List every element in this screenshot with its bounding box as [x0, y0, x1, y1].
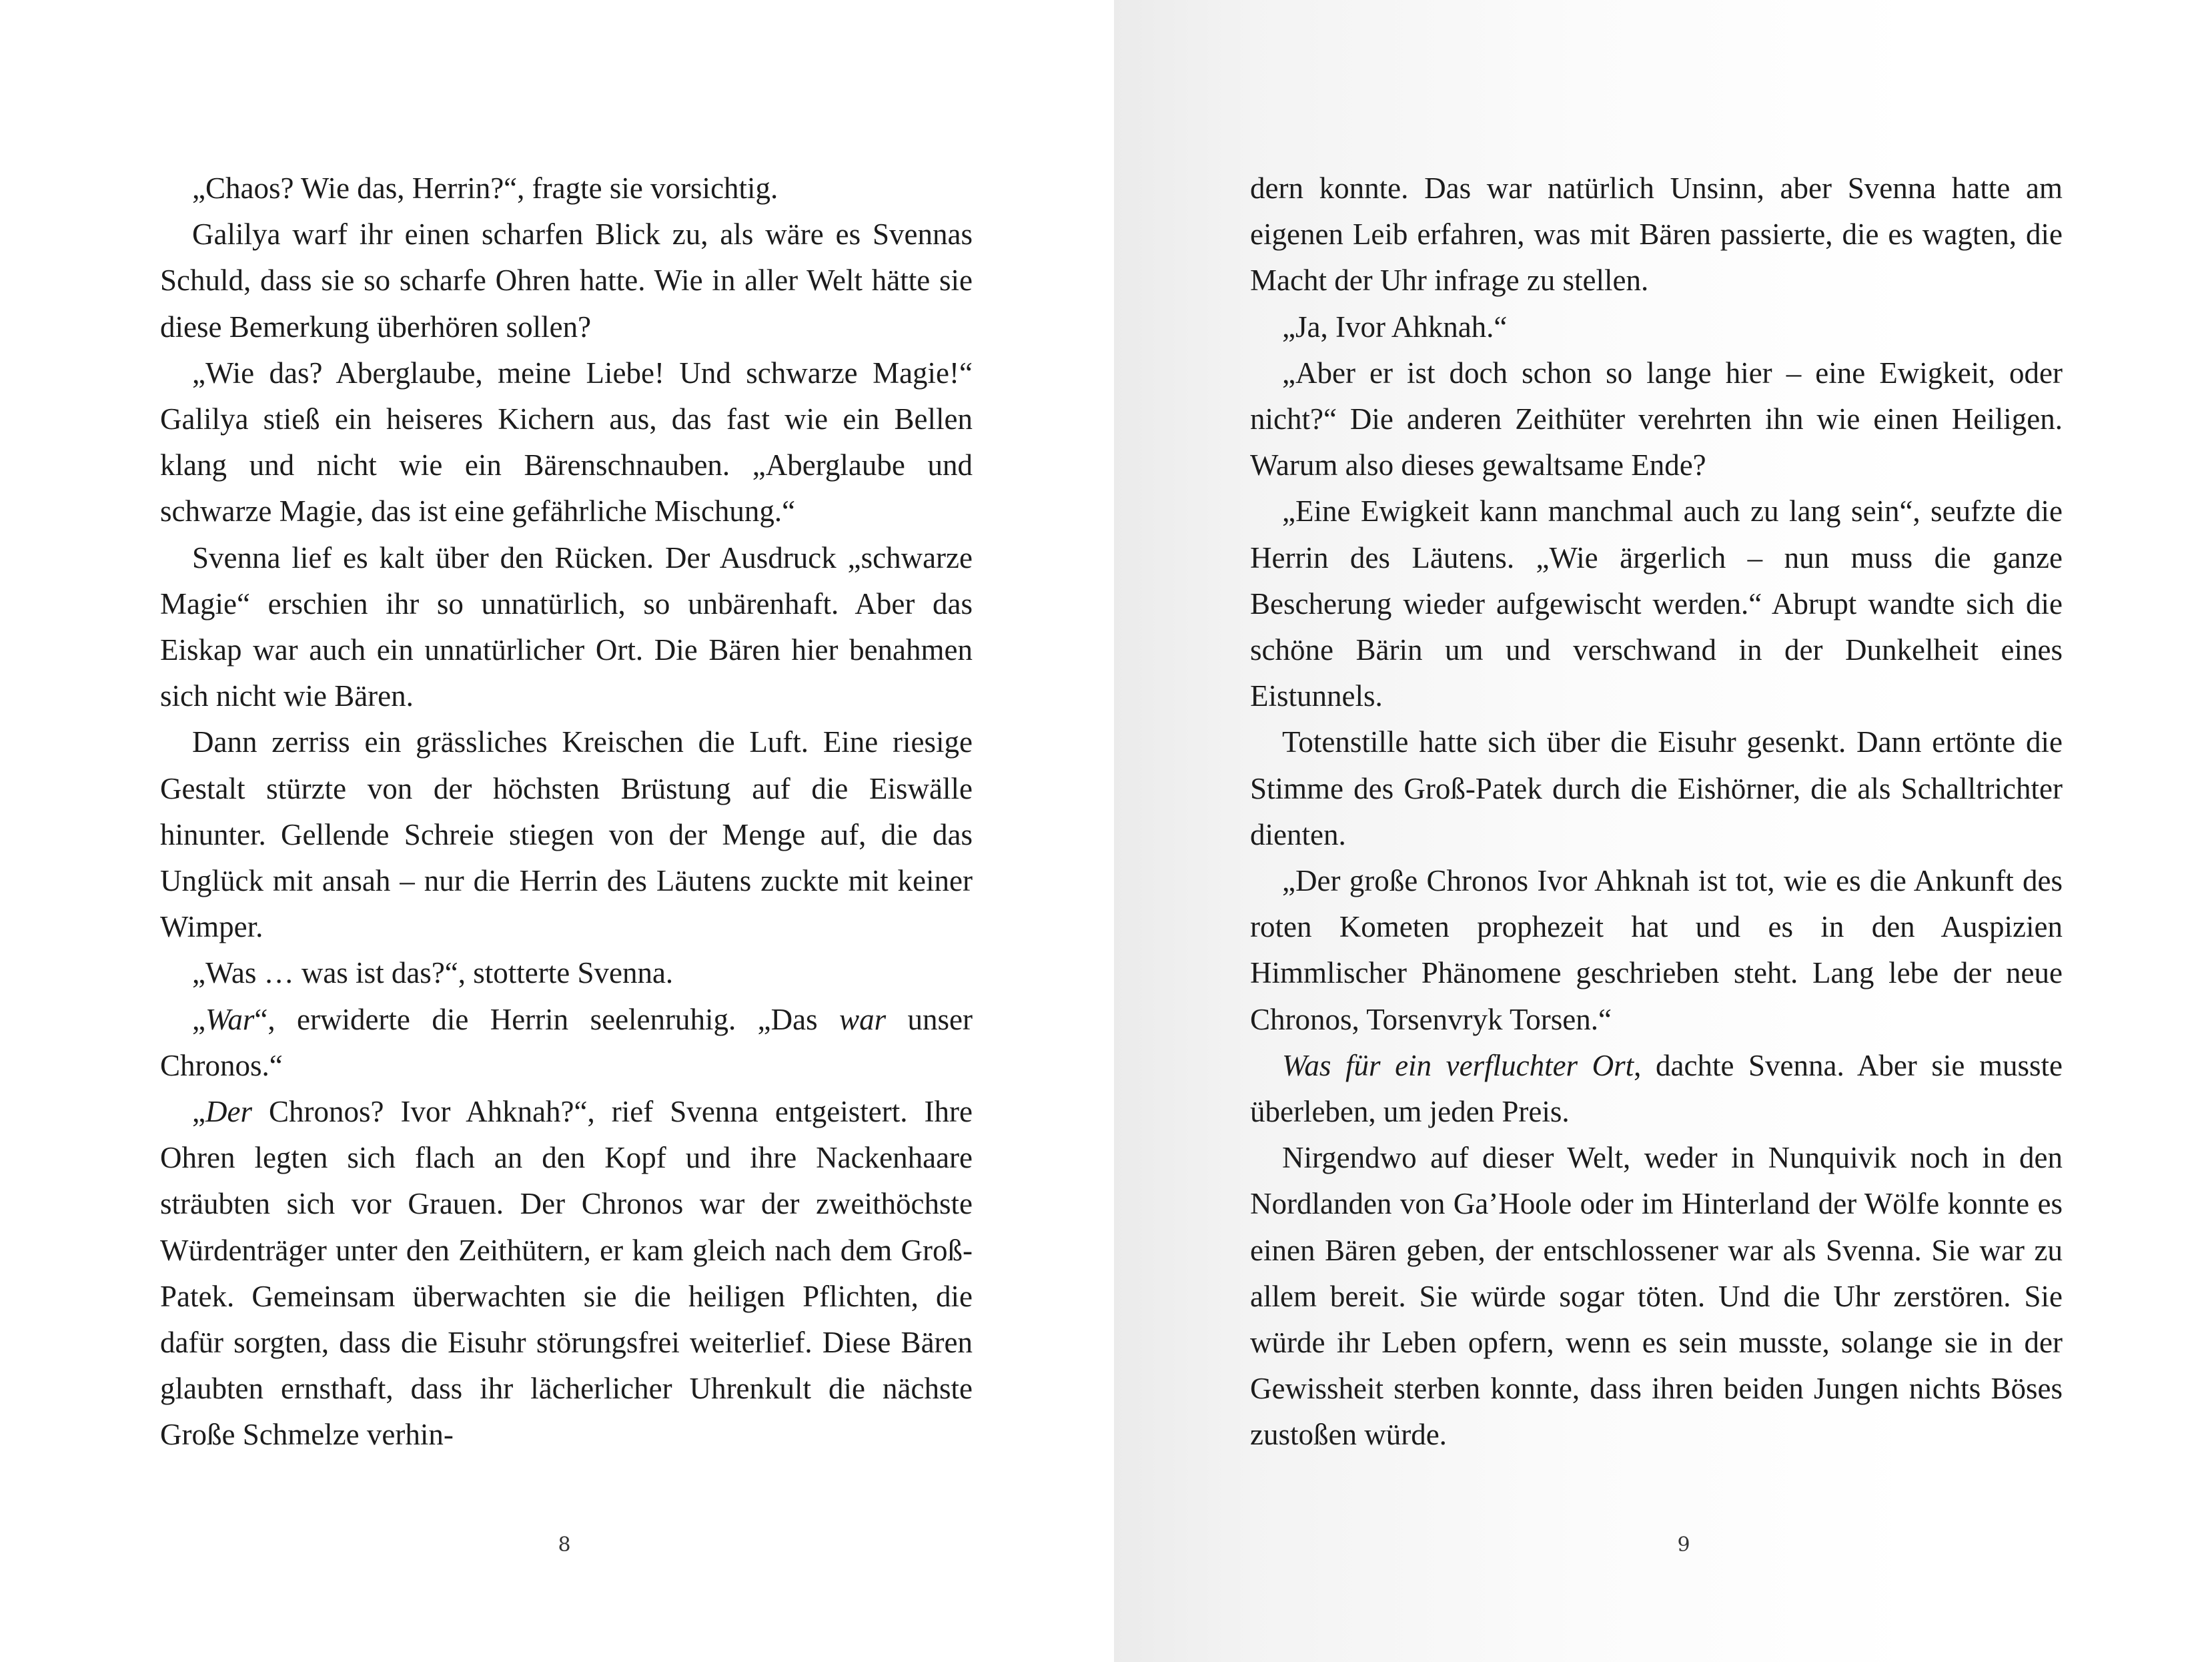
paragraph: „Der große Chronos Ivor Ahknah ist tot, wie es die Ankunft des roten Kometen prophezeit hat und es in den Auspizien Himmlischer Phänomene geschrieben steht. Lang lebe der neue Chronos, Torsenvryk Torsen.“ [1250, 864, 2063, 1036]
paragraph: Dann zerriss ein grässliches Kreischen die Luft. Eine riesige Gestalt stürzte von der höchsten Brüstung auf die Eiswälle hinunter. Gellende Schreie stiegen von der Menge auf, die das Unglück mit ansah – nur die Herrin des Läutens zuckte mit keiner Wimper. [160, 725, 973, 944]
italic-emphasis: Der [205, 1095, 252, 1129]
paragraph: „Ja, Ivor Ahknah.“ [1282, 310, 1508, 344]
left-page-text [160, 165, 973, 1459]
paragraph: „Der Chronos? Ivor Ahknah?“, rief Svenna entgeistert. Ihre Ohren legten sich flach an den Kopf und ihre Nackenhaare sträubten sich vor Grauen. Der Chronos war der zweithöchste Würdenträger unter den Zeithütern, er kam gleich nach dem Groß-Patek. Gemeinsam überwachten sie die heiligen Pflichten, die dafür sorgten, dass die Eisuhr störungsfrei weiterlief. Diese Bären glaubten ernsthaft, dass ihr lächerlicher Uhrenkult die nächste Große Schmelze verhin- [160, 1095, 973, 1452]
italic-emphasis: war [839, 1002, 887, 1036]
paragraph: „Wie das? Aberglaube, meine Liebe! Und schwarze Magie!“ Galilya stieß ein heiseres Kichern aus, das fast wie ein Bellen klang und nicht wie ein Bärenschnauben. „Aberglaube und schwarze Magie, das ist eine gefährliche Mischung.“ [160, 356, 973, 528]
italic-emphasis: Was für ein verfluchter Ort [1282, 1048, 1634, 1082]
page-number: 8 [558, 1533, 571, 1557]
paragraph: „War“, erwiderte die Herrin seelenruhig. „Das war unser Chronos.“ [160, 1002, 973, 1082]
paragraph: Svenna lief es kalt über den Rücken. Der Ausdruck „schwarze Magie“ erschien ihr so unnatürlich, so unbärenhaft. Aber das Eiskap war auch ein unnatürlicher Ort. Die Bären hier benahmen sich nicht wie Bären. [160, 540, 973, 713]
right-page [1114, 0, 2212, 1662]
paragraph: Nirgendwo auf dieser Welt, weder in Nunquivik noch in den Nordlanden von Ga’Hoole oder im Hinterland der Wölfe konnte es einen Bären geben, der entschlossener war als Svenna. Sie war zu allem bereit. Sie würde sogar töten. Und die Uhr zerstören. Sie würde ihr Leben opfern, wenn es sein musste, solange sie in der Gewissheit sterben konnte, dass ihren beiden Jungen nichts Böses zustoßen würde. [1250, 1141, 2063, 1452]
paragraph: „Eine Ewigkeit kann manchmal auch zu lang sein“, seufzte die Herrin des Läutens. „Wie ärgerlich – nun muss die ganze Bescherung wieder aufgewischt werden.“ Abrupt wandte sich die schöne Bärin um und verschwand in der Dunkelheit eines Eistunnels. [1250, 494, 2063, 713]
page-number: 9 [1677, 1533, 1690, 1557]
paragraph: Was für ein verfluchter Ort, dachte Svenna. Aber sie musste überleben, um jeden Preis. [1250, 1048, 2063, 1129]
italic-emphasis: War [205, 1002, 255, 1036]
paragraph: Galilya warf ihr einen scharfen Blick zu, als wäre es Svennas Schuld, dass sie so scharfe Ohren hatte. Wie in aller Welt hätte sie diese Bemerkung überhören sollen? [160, 218, 973, 344]
paragraph: „Was … was ist das?“, stotterte Svenna. [192, 956, 674, 990]
right-page-text [1250, 165, 2063, 1459]
paragraph: „Aber er ist doch schon so lange hier – eine Ewigkeit, oder nicht?“ Die anderen Zeithüter verehrten ihn wie einen Heiligen. Warum also dieses gewaltsame Ende? [1250, 356, 2063, 482]
paragraph: „Chaos? Wie das, Herrin?“, fragte sie vorsichtig. [192, 171, 778, 205]
paragraph-continuation: dern konnte. Das war natürlich Unsinn, aber Svenna hatte am eigenen Leib erfahren, was mit Bären passierte, die es wagten, die Macht der Uhr infrage zu stellen. [1250, 171, 2063, 298]
paragraph: Totenstille hatte sich über die Eisuhr gesenkt. Dann ertönte die Stimme des Groß-Patek durch die Eishörner, die als Schalltrichter dienten. [1250, 725, 2063, 851]
